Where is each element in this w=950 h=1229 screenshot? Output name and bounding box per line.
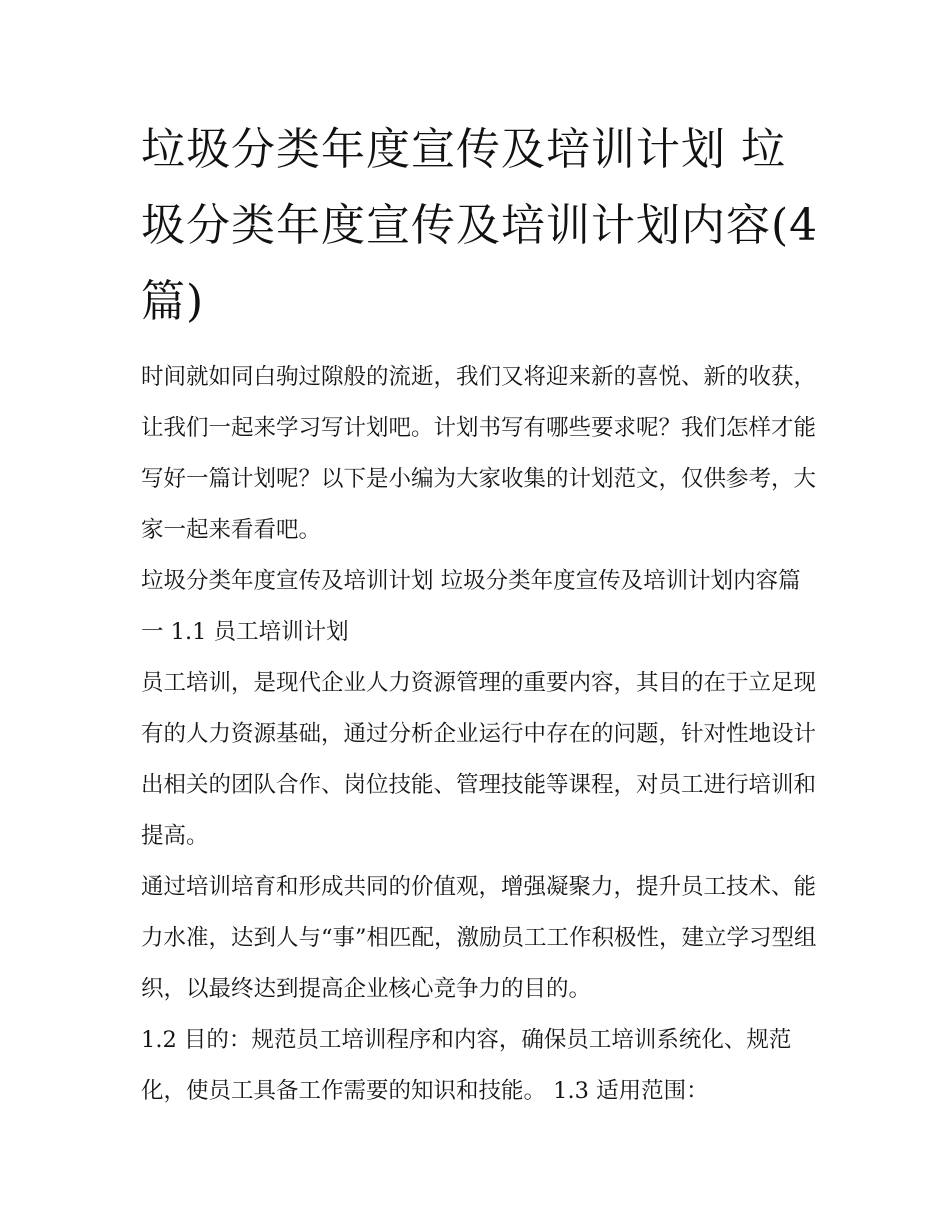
paragraph-training-goals: 通过培训培育和形成共同的价值观，增强凝聚力，提升员工技术、能力水准，达到人与“事”相匹配，激励员工工作积极性，建立学习型组织，以最终达到提高企业核心竞争力的目的。 [141,874,817,1002]
paragraph-section-heading: 垃圾分类年度宣传及培训计划 垃圾分类年度宣传及培训计划内容篇一 1.1 员工培训计划 [141,568,801,645]
document-body [141,352,817,1117]
document-title: 垃圾分类年度宣传及培训计划 垃圾分类年度宣传及培训计划内容(4篇) [141,124,819,327]
paragraph-intro: 时间就如同白驹过隙般的流逝，我们又将迎来新的喜悦、新的收获，让我们一起来学习写计划吧。计划书写有哪些要求呢？我们怎样才能写好一篇计划呢？以下是小编为大家收集的计划范文，仅供参考，大家一起来看看吧。 [141,364,817,543]
paragraph-training-definition: 员工培训，是现代企业人力资源管理的重要内容，其目的在于立足现有的人力资源基础，通过分析企业运行中存在的问题，针对性地设计出相关的团队合作、岗位技能、管理技能等课程，对员工进行培训和提高。 [141,670,817,849]
paragraph-purpose-scope: 1.2 目的：规范员工培训程序和内容，确保员工培训系统化、规范化，使员工具备工作需要的知识和技能。 1.3 适用范围： [141,1027,792,1104]
